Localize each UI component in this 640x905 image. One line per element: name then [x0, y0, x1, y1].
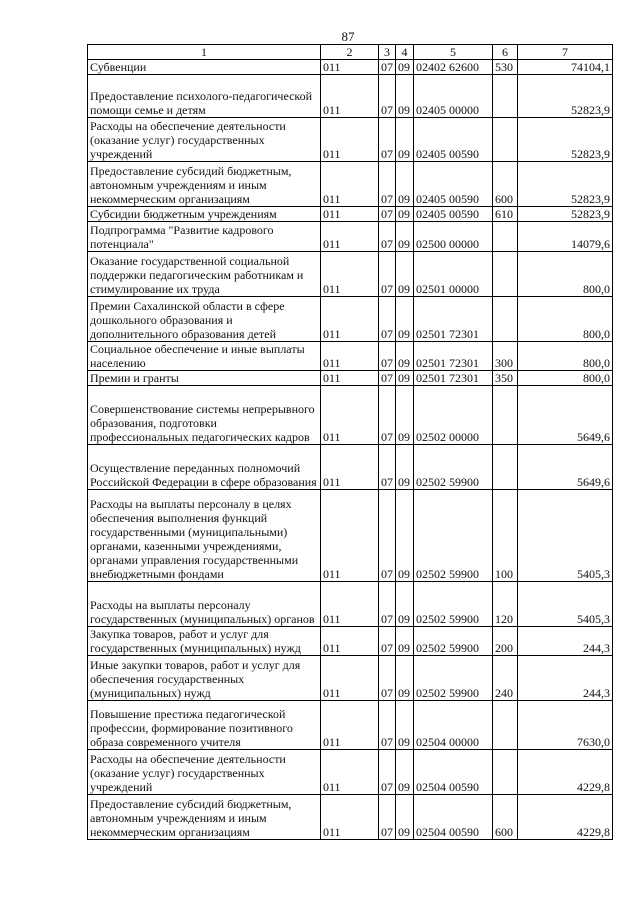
- section-cell: 07: [379, 701, 396, 750]
- table-row: [88, 750, 613, 795]
- subsection-cell: 09: [396, 60, 414, 75]
- admin-code-cell: 011: [321, 297, 379, 342]
- table-row: [88, 222, 613, 252]
- section-cell: 07: [379, 342, 396, 371]
- table-row: [88, 386, 613, 445]
- amount-cell: 74104,1: [518, 60, 613, 75]
- section-cell: 07: [379, 750, 396, 795]
- admin-code-cell: 011: [321, 222, 379, 252]
- table-row: [88, 656, 613, 701]
- budget-table: [87, 44, 613, 840]
- subsection-cell: 09: [396, 386, 414, 445]
- amount-cell: 7630,0: [518, 701, 613, 750]
- row-name-cell: Предоставление психолого-педагогической помощи семье и детям: [88, 75, 321, 118]
- admin-code-cell: 011: [321, 582, 379, 627]
- amount-cell: 52823,9: [518, 207, 613, 222]
- table-row: [88, 118, 613, 162]
- target-article-cell: 02405 00000: [414, 75, 493, 118]
- subsection-cell: 09: [396, 371, 414, 386]
- amount-cell: 244,3: [518, 627, 613, 656]
- section-cell: 07: [379, 297, 396, 342]
- expense-type-cell: [493, 445, 518, 490]
- section-cell: 07: [379, 207, 396, 222]
- subsection-cell: 09: [396, 252, 414, 297]
- target-article-cell: 02502 59900: [414, 582, 493, 627]
- admin-code-cell: 011: [321, 750, 379, 795]
- amount-cell: 52823,9: [518, 118, 613, 162]
- target-article-cell: 02402 62600: [414, 60, 493, 75]
- target-article-cell: 02405 00590: [414, 207, 493, 222]
- expense-type-cell: 300: [493, 342, 518, 371]
- section-cell: 07: [379, 627, 396, 656]
- expense-type-cell: 100: [493, 490, 518, 582]
- subsection-cell: 09: [396, 750, 414, 795]
- table-row: [88, 371, 613, 386]
- admin-code-cell: 011: [321, 162, 379, 207]
- expense-type-cell: [493, 75, 518, 118]
- row-name-cell: Социальное обеспечение и иные выплаты населению: [88, 342, 321, 371]
- admin-code-cell: 011: [321, 371, 379, 386]
- target-article-cell: 02502 00000: [414, 386, 493, 445]
- amount-cell: 800,0: [518, 371, 613, 386]
- table-row: [88, 445, 613, 490]
- amount-cell: 800,0: [518, 252, 613, 297]
- row-name-cell: Премии и гранты: [88, 371, 321, 386]
- admin-code-cell: 011: [321, 795, 379, 840]
- row-name-cell: Расходы на выплаты персоналу в целях обеспечения выполнения функций государственными (муниципальными) органами, казенными учреждениями, органами управления государственными внебюджетными фондами: [88, 490, 321, 582]
- table-row: [88, 162, 613, 207]
- amount-cell: 4229,8: [518, 750, 613, 795]
- row-name-cell: Премии Сахалинской области в сфере дошкольного образования и дополнительного образования детей: [88, 297, 321, 342]
- amount-cell: 5405,3: [518, 490, 613, 582]
- section-cell: 07: [379, 386, 396, 445]
- target-article-cell: 02504 00590: [414, 750, 493, 795]
- expense-type-cell: [493, 701, 518, 750]
- target-article-cell: 02502 59900: [414, 627, 493, 656]
- admin-code-cell: 011: [321, 118, 379, 162]
- amount-cell: 5405,3: [518, 582, 613, 627]
- admin-code-cell: 011: [321, 75, 379, 118]
- subsection-cell: 09: [396, 342, 414, 371]
- table-row: [88, 60, 613, 75]
- target-article-cell: 02502 59900: [414, 445, 493, 490]
- subsection-cell: 09: [396, 445, 414, 490]
- table-row: [88, 297, 613, 342]
- expense-type-cell: 600: [493, 795, 518, 840]
- admin-code-cell: 011: [321, 701, 379, 750]
- admin-code-cell: 011: [321, 627, 379, 656]
- subsection-cell: 09: [396, 795, 414, 840]
- expense-type-cell: [493, 118, 518, 162]
- amount-cell: 52823,9: [518, 75, 613, 118]
- subsection-cell: 09: [396, 490, 414, 582]
- amount-cell: 800,0: [518, 342, 613, 371]
- row-name-cell: Оказание государственной социальной поддержки педагогическим работникам и стимулирование их труда: [88, 252, 321, 297]
- expense-type-cell: [493, 297, 518, 342]
- table-row: [88, 207, 613, 222]
- row-name-cell: Субвенции: [88, 60, 321, 75]
- target-article-cell: 02502 59900: [414, 656, 493, 701]
- row-name-cell: Иные закупки товаров, работ и услуг для обеспечения государственных (муниципальных) нужд: [88, 656, 321, 701]
- admin-code-cell: 011: [321, 252, 379, 297]
- row-name-cell: Расходы на выплаты персоналу государственных (муниципальных) органов: [88, 582, 321, 627]
- subsection-cell: 09: [396, 75, 414, 118]
- amount-cell: 52823,9: [518, 162, 613, 207]
- row-name-cell: Совершенствование системы непрерывного образования, подготовки профессиональных педагогических кадров: [88, 386, 321, 445]
- section-cell: 07: [379, 222, 396, 252]
- section-cell: 07: [379, 445, 396, 490]
- table-row: [88, 252, 613, 297]
- row-name-cell: Предоставление субсидий бюджетным, автономным учреждениям и иным некоммерческим организациям: [88, 795, 321, 840]
- row-name-cell: Подпрограмма "Развитие кадрового потенциала": [88, 222, 321, 252]
- target-article-cell: 02504 00590: [414, 795, 493, 840]
- table-row: [88, 701, 613, 750]
- row-name-cell: Повышение престижа педагогической профессии, формирование позитивного образа современного учителя: [88, 701, 321, 750]
- table-body: [88, 60, 613, 840]
- target-article-cell: 02501 72301: [414, 342, 493, 371]
- target-article-cell: 02501 72301: [414, 297, 493, 342]
- admin-code-cell: 011: [321, 386, 379, 445]
- section-cell: 07: [379, 252, 396, 297]
- target-article-cell: 02500 00000: [414, 222, 493, 252]
- table-row: [88, 75, 613, 118]
- subsection-cell: 09: [396, 162, 414, 207]
- row-name-cell: Осуществление переданных полномочий Российской Федерации в сфере образования: [88, 445, 321, 490]
- row-name-cell: Закупка товаров, работ и услуг для государственных (муниципальных) нужд: [88, 627, 321, 656]
- subsection-cell: 09: [396, 627, 414, 656]
- table-row: [88, 490, 613, 582]
- subsection-cell: 09: [396, 207, 414, 222]
- target-article-cell: 02405 00590: [414, 162, 493, 207]
- subsection-cell: 09: [396, 582, 414, 627]
- amount-cell: 5649,6: [518, 445, 613, 490]
- expense-type-cell: 200: [493, 627, 518, 656]
- subsection-cell: 09: [396, 222, 414, 252]
- section-cell: 07: [379, 490, 396, 582]
- subsection-cell: 09: [396, 656, 414, 701]
- admin-code-cell: 011: [321, 207, 379, 222]
- section-cell: 07: [379, 162, 396, 207]
- section-cell: 07: [379, 795, 396, 840]
- admin-code-cell: 011: [321, 60, 379, 75]
- admin-code-cell: 011: [321, 342, 379, 371]
- section-cell: 07: [379, 656, 396, 701]
- row-name-cell: Расходы на обеспечение деятельности (оказание услуг) государственных учреждений: [88, 750, 321, 795]
- expense-type-cell: 240: [493, 656, 518, 701]
- header-cell: 1: [88, 45, 321, 60]
- amount-cell: 14079,6: [518, 222, 613, 252]
- row-name-cell: Субсидии бюджетным учреждениям: [88, 207, 321, 222]
- table-row: [88, 582, 613, 627]
- header-cell: 5: [414, 45, 493, 60]
- target-article-cell: 02405 00590: [414, 118, 493, 162]
- admin-code-cell: 011: [321, 656, 379, 701]
- target-article-cell: 02502 59900: [414, 490, 493, 582]
- header-cell: 7: [518, 45, 613, 60]
- subsection-cell: 09: [396, 297, 414, 342]
- amount-cell: 800,0: [518, 297, 613, 342]
- target-article-cell: 02501 72301: [414, 371, 493, 386]
- expense-type-cell: 350: [493, 371, 518, 386]
- amount-cell: 244,3: [518, 656, 613, 701]
- expense-type-cell: 600: [493, 162, 518, 207]
- expense-type-cell: [493, 252, 518, 297]
- table-row: [88, 342, 613, 371]
- table-row: [88, 795, 613, 840]
- admin-code-cell: 011: [321, 445, 379, 490]
- header-cell: 3: [379, 45, 396, 60]
- section-cell: 07: [379, 60, 396, 75]
- target-article-cell: 02501 00000: [414, 252, 493, 297]
- header-cell: 6: [493, 45, 518, 60]
- section-cell: 07: [379, 118, 396, 162]
- row-name-cell: Предоставление субсидий бюджетным, автономным учреждениям и иным некоммерческим организациям: [88, 162, 321, 207]
- subsection-cell: 09: [396, 701, 414, 750]
- page-number: 87: [341, 29, 355, 44]
- target-article-cell: 02504 00000: [414, 701, 493, 750]
- table-row: [88, 627, 613, 656]
- expense-type-cell: [493, 750, 518, 795]
- expense-type-cell: 530: [493, 60, 518, 75]
- admin-code-cell: 011: [321, 490, 379, 582]
- header-cell: 2: [321, 45, 379, 60]
- subsection-cell: 09: [396, 118, 414, 162]
- expense-type-cell: [493, 386, 518, 445]
- section-cell: 07: [379, 582, 396, 627]
- expense-type-cell: 610: [493, 207, 518, 222]
- expense-type-cell: [493, 222, 518, 252]
- row-name-cell: Расходы на обеспечение деятельности (оказание услуг) государственных учреждений: [88, 118, 321, 162]
- amount-cell: 5649,6: [518, 386, 613, 445]
- amount-cell: 4229,8: [518, 795, 613, 840]
- header-row: [88, 45, 613, 60]
- expense-type-cell: 120: [493, 582, 518, 627]
- section-cell: 07: [379, 371, 396, 386]
- header-cell: 4: [396, 45, 414, 60]
- section-cell: 07: [379, 75, 396, 118]
